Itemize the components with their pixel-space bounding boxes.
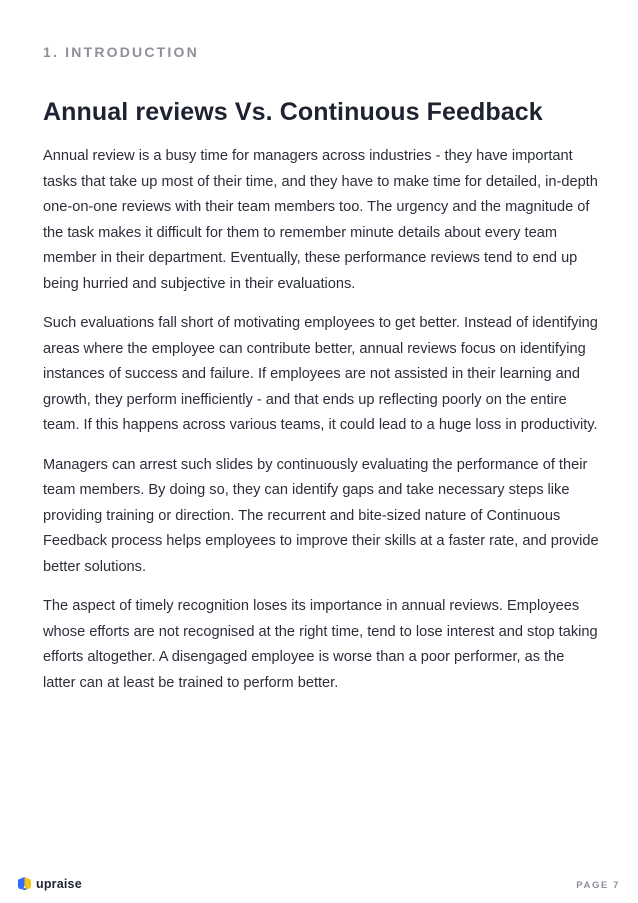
section-label: 1. INTRODUCTION: [43, 44, 199, 60]
upraise-logo: [17, 876, 82, 891]
logo-text: upraise: [36, 876, 82, 891]
upraise-logo-icon: [17, 876, 32, 891]
page-footer: [0, 872, 638, 898]
page-number: PAGE 7: [576, 880, 620, 891]
paragraph: Annual review is a busy time for managers across industries - they have important tasks that take up most of their time, and they have to make time for detailed, in-depth one-on-one reviews with their team members too. The urgency and the magnitude of the task makes it difficult for them to remember minute details about every team member in their department. Eventually, these performance reviews tend to end up being hurried and subjective in their evaluations.: [43, 148, 598, 292]
paragraph: Managers can arrest such slides by continuously evaluating the performance of their team members. By doing so, they can identify gaps and take necessary steps like providing training or direction. The recurrent and bite-sized nature of Continuous Feedback process helps employees to improve their skills at a faster rate, and provide better solutions.: [43, 456, 599, 575]
page-title: Annual reviews Vs. Continuous Feedback: [43, 98, 543, 126]
paragraph: The aspect of timely recognition loses its importance in annual reviews. Employees whose efforts are not recognised at the right time, tend to lose interest and stop taking efforts altogether. A disengaged employee is worse than a poor performer, as the latter can at least be trained to perform better.: [43, 598, 598, 691]
paragraph: Such evaluations fall short of motivating employees to get better. Instead of identifying areas where the employee can contribute better, annual reviews focus on identifying instances of success and failure. If employees are not assisted in their learning and growth, they perform inefficiently - and that ends up reflecting poorly on the entire team. If this happens across various teams, it could lead to a huge loss in productivity.: [43, 315, 598, 433]
body-text: [43, 144, 599, 710]
